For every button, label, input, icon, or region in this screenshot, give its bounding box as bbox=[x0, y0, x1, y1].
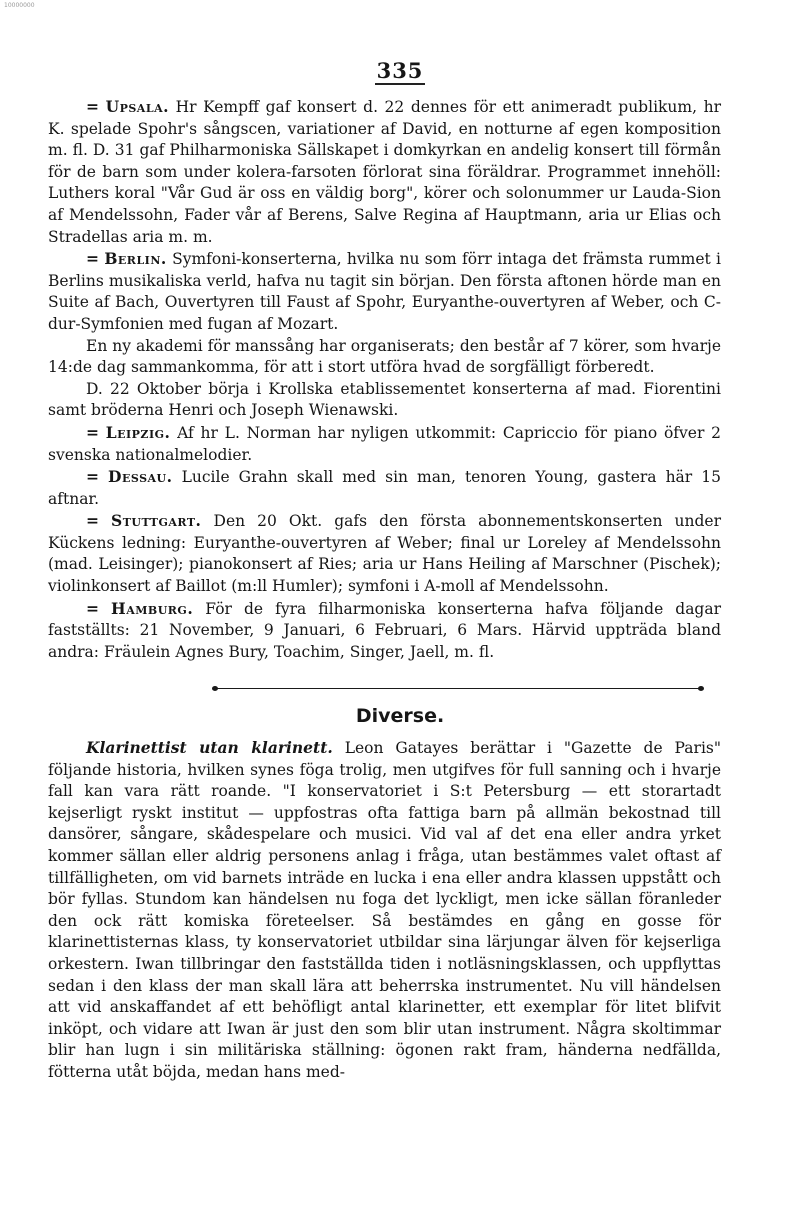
notice-location: Berlin. bbox=[104, 249, 167, 269]
news-column bbox=[48, 96, 721, 663]
notice-text: Af hr L. Norman har nyligen utkommit: Capriccio för piano öfver 2 svenska nationalmelodier. bbox=[48, 423, 721, 464]
notice-dessau bbox=[48, 466, 721, 510]
notice-location: Dessau. bbox=[108, 467, 173, 487]
notice-location: Hamburg. bbox=[111, 598, 194, 618]
notice-text: Den 20 Okt. gafs den första abonnementskonserten under Kückens ledning: Euryanthe-ouvertyren af Weber; final ur Loreley af Mendelssohn (mad. Leisinger); pianokonsert af Ries; aria ur Hans Heiling af Marschner (Pischek); violinkonsert af Baillot (m:ll Humler); symfoni i A-moll af Mendelssohn. bbox=[48, 512, 721, 596]
notice-marker: = bbox=[86, 422, 99, 442]
notice-marker: = bbox=[86, 249, 99, 269]
notice-stuttgart bbox=[48, 510, 721, 597]
notice-berlin-kroll bbox=[48, 379, 721, 422]
article-title: Klarinettist utan klarinett. bbox=[86, 738, 333, 757]
notice-text: Symfoni-konserterna, hvilka nu som förr intaga det främsta rummet i Berlins musikaliska verld, hafva nu tagit sin början. Den första aftonen hörde man en Suite af Bach, Ouvertyren till Faust af Spohr, Euryanthe-ouvertyren af Weber, och C-dur-Symfonien med fugan af Mozart. bbox=[48, 250, 721, 333]
notice-marker: = bbox=[86, 511, 99, 531]
page-number bbox=[0, 58, 800, 83]
notice-location: Upsala. bbox=[105, 97, 170, 116]
notice-leipzig bbox=[48, 422, 721, 466]
notice-text: En ny akademi för manssång har organiserats; den består af 7 körer, som hvarje 14:de dag sammankomma, för att i stort utföra hvad de sorgfälligt förberedt. bbox=[48, 336, 721, 377]
notice-text: Hr Kempff gaf konsert d. 22 dennes för ett animeradt publikum, hr K. spelade Spohr's sångscen, variationer af David, en notturne af egen komposition m. fl. D. 31 gaf Philharmoniska Sällskapet i domkyrkan en andelig konsert till förmån för de barn som under kolera-farsoten förlorat sina föräldrar. Programmet innehöll: Luthers koral "Vår Gud är oss en väldig borg", körer och solonummer ur Lauda-Sion af Mendelssohn, Fader vår af Berens, Salve Regina af Hauptmann, aria ur Elias och Stradellas aria m. m. bbox=[48, 98, 721, 246]
notice-berlin-academy bbox=[48, 336, 721, 379]
diverse-column bbox=[48, 737, 721, 1084]
notice-marker: = bbox=[86, 97, 99, 116]
scan-stamp: 10000000 bbox=[4, 2, 35, 9]
notice-hamburg bbox=[48, 598, 721, 664]
section-divider bbox=[214, 688, 702, 689]
notice-upsala bbox=[48, 96, 721, 248]
notice-marker: = bbox=[86, 598, 99, 618]
notice-berlin bbox=[48, 248, 721, 335]
section-heading: Diverse. bbox=[355, 705, 445, 727]
notice-text: Lucile Grahn skall med sin man, tenoren Young, gastera här 15 aftnar. bbox=[48, 468, 721, 508]
notice-text: För de fyra filharmoniska konserterna hafva följande dagar fastställts: 21 November, 9 Januari, 6 Februari, 6 Mars. Härvid uppträda bland andra: Fräulein Agnes Bury, Toachim, Singer, Jaell, m. fl. bbox=[48, 599, 722, 661]
notice-text: D. 22 Oktober börja i Krollska etablissementet konserterna af mad. Fiorentini samt bröderna Henri och Joseph Wienawski. bbox=[48, 379, 721, 420]
article-paragraph bbox=[48, 737, 721, 1084]
notice-location: Leipzig. bbox=[105, 422, 171, 442]
article-text: Leon Gatayes berättar i "Gazette de Paris" följande historia, hvilken synes föga trolig, men utgifves för full sanning och i hvarje fall kan vara rätt roande. "I konservatoriet i S:t Petersburg — ett storartadt kejserligt ryskt institut — uppfostras ofta fattiga barn på allmän bekostnad till dansörer, sångare, skådespelare och musici. Vid val af det ena eller andra yrket kommer sällan eller aldrig personens anlag i fråga, utan bestämmes valet oftast af tillfälligheten, om vid barnets inträde en lucka i ena eller andra klassen uppstått och bör fyllas. Stundom kan händelsen nu foga det lyckligt, men icke sällan föranleder den ock rätt komiska företeelser. Så bestämdes en gång en gosse för klarinettisternas klass, ty konservatoriet utbildar sina lärjungar älven för kejserliga orkestern. Iwan tillbringar den fastställda tiden i notläsningsklassen, och uppflyttas sedan i den klass der man skall lära att beherrska instrumentet. Nu vill händelsen att vid anskaffandet af ett behöfligt antal klarinetter, ett exemplar för litet blifvit inköpt, och vidare att Iwan är just den som blir utan instrument. Några skoltimmar blir han lugn i sin militäriska ställning: ögonen rakt fram, händerna nedfällda, fötterna utåt böjda, medan hans med- bbox=[48, 739, 721, 1081]
notice-location: Stuttgart. bbox=[111, 511, 202, 531]
notice-marker: = bbox=[86, 467, 99, 487]
page-number-text: 335 bbox=[376, 58, 424, 83]
